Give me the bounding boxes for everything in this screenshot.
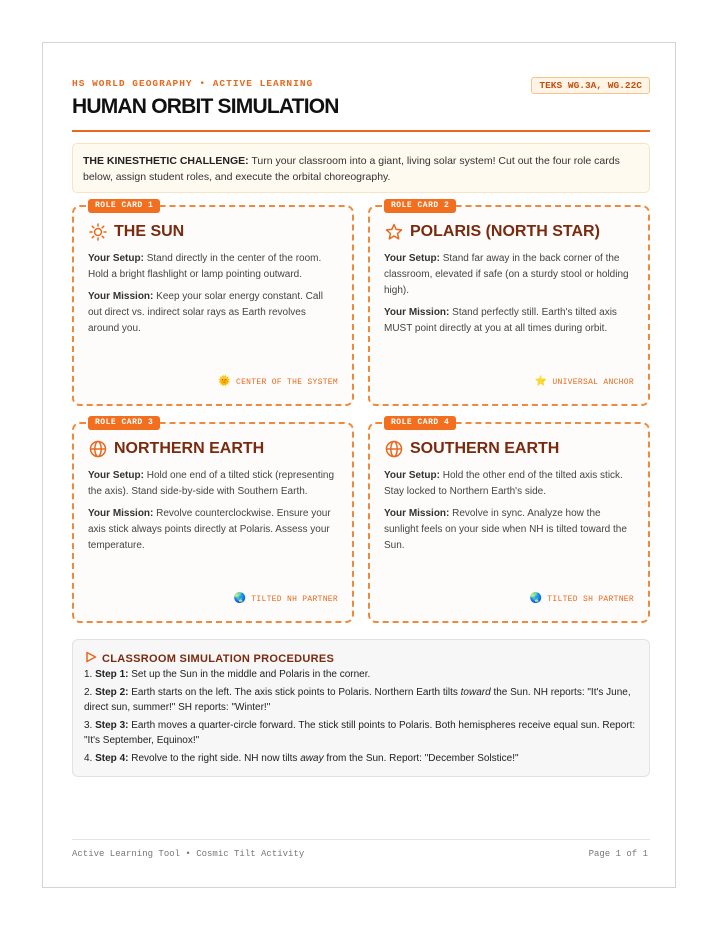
card-setup xyxy=(384,251,634,299)
setup-label: Your Setup: xyxy=(88,470,144,481)
card-header xyxy=(385,223,600,241)
course-kicker: HS WORLD GEOGRAPHY • ACTIVE LEARNING xyxy=(72,78,314,89)
card-footer-tag xyxy=(234,593,338,605)
mission-label: Your Mission: xyxy=(384,307,450,318)
earth-emoji-icon: 🌏 xyxy=(529,594,543,605)
page-number: Page 1 of 1 xyxy=(588,849,648,859)
card-mission xyxy=(384,305,634,337)
mission-text: Stand perfectly still. Earth's tilted axis MUST point directly at you at all times during orbit. xyxy=(384,307,617,334)
step-text: Set up the Sun in the middle and Polaris in the corner. xyxy=(128,669,371,680)
role-card-badge: ROLE CARD 4 xyxy=(384,416,456,430)
step-label: Step 4: xyxy=(95,752,129,764)
intro-callout xyxy=(72,143,650,193)
card-title: POLARIS (NORTH STAR) xyxy=(410,223,600,240)
header xyxy=(72,78,650,118)
card-footer-text: UNIVERSAL ANCHOR xyxy=(552,377,634,387)
teks-standards-badge: TEKS WG.3A, WG.22C xyxy=(531,77,650,94)
role-card-sun xyxy=(72,201,354,406)
role-card-southern-earth xyxy=(368,418,650,623)
card-header xyxy=(385,440,559,458)
title-divider xyxy=(72,130,650,132)
mission-text: Keep your solar energy constant. Call out direct vs. indirect solar rays as Earth revolves around you. xyxy=(88,291,323,334)
procedures-header xyxy=(85,650,334,668)
card-body xyxy=(384,251,634,343)
procedure-step xyxy=(84,718,640,749)
step-emphasis: toward xyxy=(460,686,491,698)
earth-emoji-icon: 🌏 xyxy=(233,594,247,605)
role-card-badge: ROLE CARD 2 xyxy=(384,199,456,213)
mission-label: Your Mission: xyxy=(384,508,450,519)
step-number: 2. xyxy=(84,686,96,698)
step-text: Revolve to the right side. NH now tilts xyxy=(128,752,301,764)
step-number: 3. xyxy=(84,719,96,731)
card-footer-tag xyxy=(530,593,634,605)
sun-icon xyxy=(89,223,107,241)
footer-divider xyxy=(72,839,650,840)
role-card-badge: ROLE CARD 3 xyxy=(88,416,160,430)
intro-text: Turn your classroom into a giant, living solar system! Cut out the four role cards below, assign student roles, and execute the orbital choreography. xyxy=(83,155,620,183)
role-card-northern-earth xyxy=(72,418,354,623)
setup-label: Your Setup: xyxy=(88,253,144,264)
procedures-title: CLASSROOM SIMULATION PROCEDURES xyxy=(102,653,335,665)
role-card-badge: ROLE CARD 1 xyxy=(88,199,160,213)
card-body xyxy=(88,251,338,343)
card-mission xyxy=(88,506,338,554)
card-footer-text: TILTED SH PARTNER xyxy=(547,594,634,604)
card-body xyxy=(88,468,338,560)
procedures-box xyxy=(72,639,650,777)
card-mission xyxy=(384,506,634,554)
card-setup xyxy=(384,468,634,500)
card-title: THE SUN xyxy=(114,223,185,240)
card-footer-tag xyxy=(218,376,338,388)
card-body xyxy=(384,468,634,560)
setup-text: Stand directly in the center of the room. Hold a bright flashlight or lamp pointing outward. xyxy=(88,253,322,280)
procedure-step xyxy=(84,685,640,716)
step-label: Step 3: xyxy=(95,719,129,731)
setup-text: Hold one end of a tilted stick (representing the axis). Stand side-by-side with Southern Earth. xyxy=(88,470,335,497)
step-number: 4. xyxy=(84,752,96,764)
worksheet-page xyxy=(42,42,676,888)
procedure-step xyxy=(84,751,640,767)
footer-caption: Active Learning Tool • Cosmic Tilt Activity xyxy=(72,849,305,859)
card-title: SOUTHERN EARTH xyxy=(410,440,560,457)
mission-label: Your Mission: xyxy=(88,508,154,519)
card-footer-text: TILTED NH PARTNER xyxy=(251,594,338,604)
mission-text: Revolve in sync. Analyze how the sunlight feels on your side when NH is tilted toward the Sun. xyxy=(384,508,627,551)
role-card-polaris xyxy=(368,201,650,406)
step-label: Step 1: xyxy=(95,669,129,680)
card-setup xyxy=(88,251,338,283)
play-icon xyxy=(85,650,97,668)
card-mission xyxy=(88,289,338,337)
procedure-step xyxy=(84,667,640,683)
sun-emoji-icon: 🌞 xyxy=(218,377,231,388)
card-footer-text: CENTER OF THE SYSTEM xyxy=(235,377,338,387)
star-emoji-icon: ⭐ xyxy=(534,377,548,388)
step-number: 1. xyxy=(84,669,96,680)
setup-label: Your Setup: xyxy=(384,253,440,264)
card-setup xyxy=(88,468,338,500)
mission-label: Your Mission: xyxy=(88,291,154,302)
mission-text: Revolve counterclockwise. Ensure your axis stick always points directly at Polaris. Assess your temperature. xyxy=(88,508,331,551)
step-label: Step 2: xyxy=(95,686,129,698)
procedure-steps xyxy=(84,667,640,768)
step-emphasis: away xyxy=(300,752,324,764)
globe-icon xyxy=(89,440,107,458)
setup-text: Hold the other end of the tilted axis stick. Stay locked to Northern Earth's side. xyxy=(384,470,623,497)
globe-icon xyxy=(385,440,403,458)
card-title: NORTHERN EARTH xyxy=(114,440,265,457)
step-text-cont: the Sun. NH reports: "It's June, direct sun, summer!" SH reports: "Winter!" xyxy=(84,686,631,713)
intro-lead: THE KINESTHETIC CHALLENGE: xyxy=(83,155,249,167)
card-header xyxy=(89,440,264,458)
setup-text: Stand far away in the back corner of the classroom, elevated if safe (on a sturdy stool or holding high). xyxy=(384,253,629,296)
card-footer-tag xyxy=(535,376,634,388)
step-text-cont: from the Sun. Report: "December Solstice!" xyxy=(323,752,519,764)
star-icon xyxy=(385,223,403,241)
page-title: HUMAN ORBIT SIMULATION xyxy=(72,95,339,118)
step-text: Earth starts on the left. The axis stick points to Polaris. Northern Earth tilts xyxy=(128,686,461,698)
step-text: Earth moves a quarter-circle forward. The stick still points to Polaris. Both hemispheres receive equal sun. Report: "It's September, Equinox!" xyxy=(84,719,636,746)
setup-label: Your Setup: xyxy=(384,470,440,481)
card-header xyxy=(89,223,184,241)
